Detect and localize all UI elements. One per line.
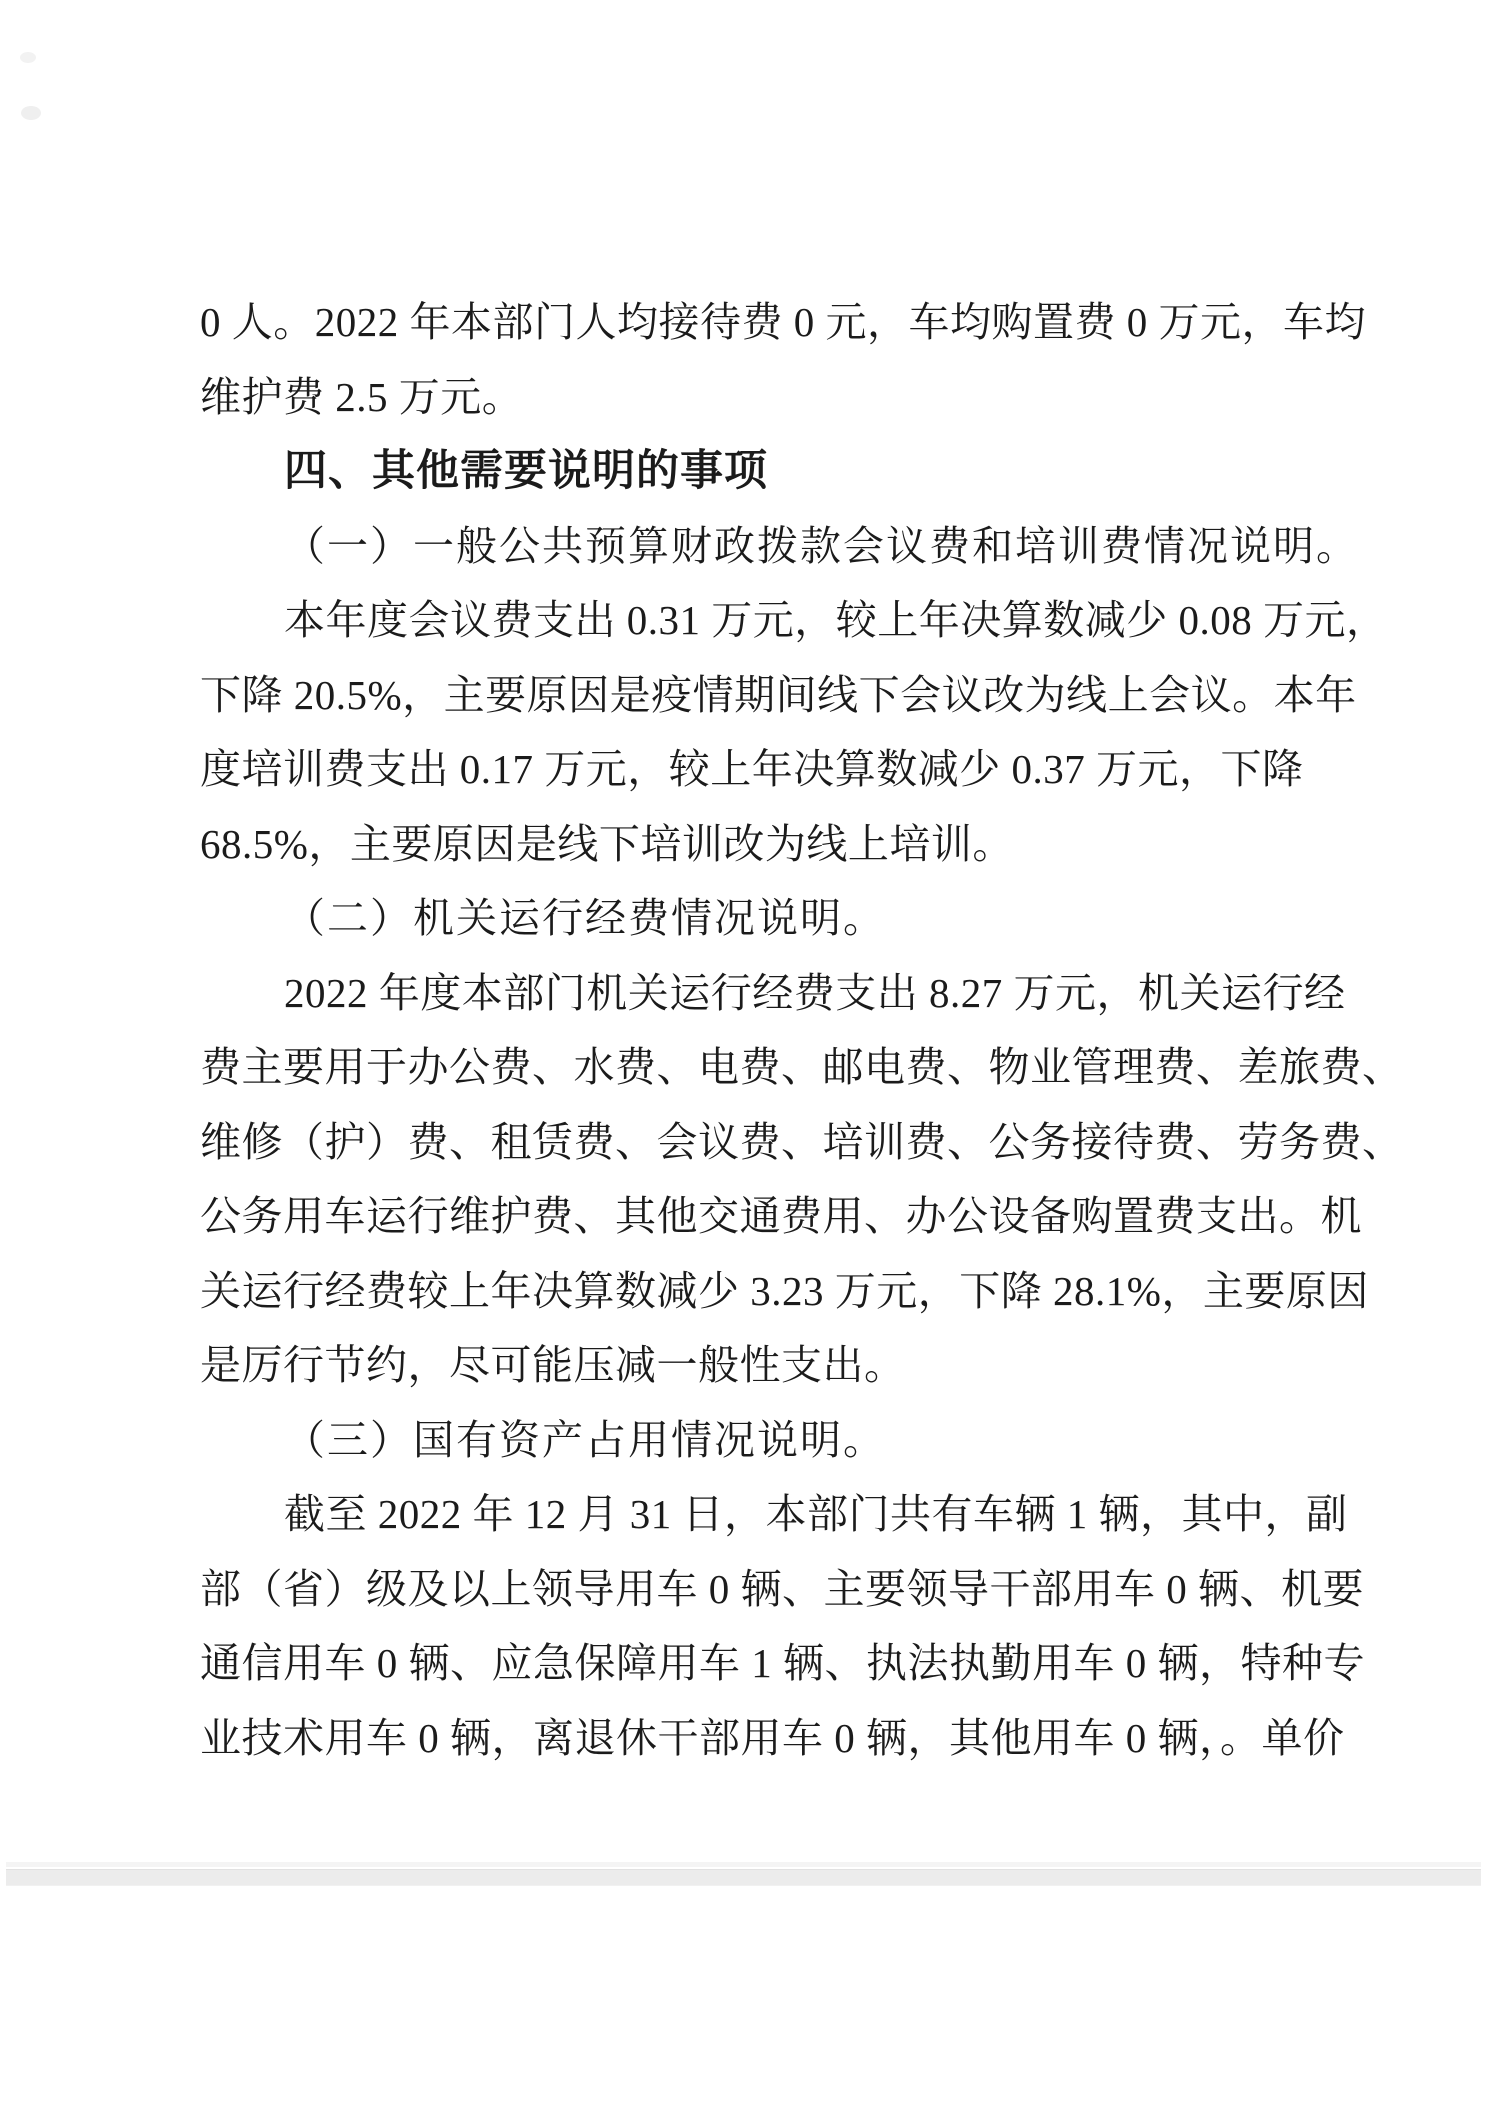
- text-line: 关运行经费较上年决算数减少 3.23 万元，下降 28.1%，主要原因: [200, 1267, 1369, 1314]
- text-line: 费主要用于办公费、水费、电费、邮电费、物业管理费、差旅费、: [200, 1044, 1404, 1090]
- text-line: 0 人。2022 年本部门人均接待费 0 元，车均购置费 0 万元，车均: [200, 299, 1366, 345]
- document-content: [200, 285, 1404, 1775]
- scan-smudge-icon: [21, 106, 41, 120]
- subsection-heading-line: （二）机关运行经费情况说明。: [284, 895, 886, 941]
- scan-artifact-band: [6, 1869, 1481, 1886]
- scan-artifact-band: [6, 1862, 1481, 1867]
- text-line: 维修（护）费、租赁费、会议费、培训费、公务接待费、劳务费、: [200, 1118, 1404, 1165]
- text-line: 业技术用车 0 辆，离退休干部用车 0 辆，其他用车 0 辆，。单价: [200, 1714, 1345, 1761]
- scan-smudge-icon: [20, 52, 36, 63]
- text-line: 公务用车运行维护费、其他交通费用、办公设备购置费支出。机: [200, 1193, 1362, 1239]
- subsection-heading-line: （一）一般公共预算财政拨款会议费和培训费情况说明。: [284, 522, 1359, 569]
- text-line: 下降 20.5%，主要原因是疫情期间线下会议改为线上会议。本年: [200, 671, 1357, 718]
- text-line: 2022 年度本部门机关运行经费支出 8.27 万元，机关运行经: [284, 969, 1346, 1016]
- subsection-heading-line: （三）国有资产占用情况说明。: [284, 1416, 886, 1463]
- text-line: 维护费 2.5 万元。: [200, 373, 524, 420]
- text-line: 通信用车 0 辆、应急保障用车 1 辆、执法执勤用车 0 辆，特种专: [200, 1640, 1365, 1686]
- text-line: 是厉行节约，尽可能压减一般性支出。: [200, 1342, 906, 1388]
- text-line: 截至 2022 年 12 月 31 日，本部门共有车辆 1 辆，其中，副: [284, 1491, 1348, 1537]
- text-line: 本年度会议费支出 0.31 万元，较上年决算数减少 0.08 万元，: [284, 597, 1388, 643]
- text-line: 度培训费支出 0.17 万元，较上年决算数减少 0.37 万元，下降: [200, 746, 1304, 792]
- text-line: 68.5%，主要原因是线下培训改为线上培训。: [200, 820, 1014, 867]
- section-heading: 四、其他需要说明的事项: [284, 447, 768, 495]
- text-line: 部（省）级及以上领导用车 0 辆、主要领导干部用车 0 辆、机要: [200, 1565, 1364, 1612]
